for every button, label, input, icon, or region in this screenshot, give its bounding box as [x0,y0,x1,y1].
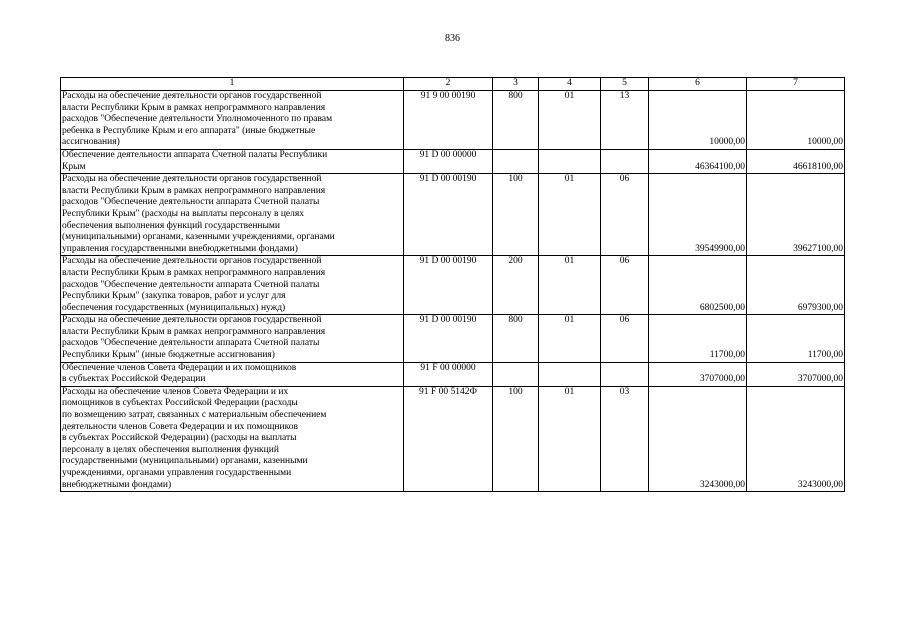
target-article-cell: 91 9 00 00190 [404,91,493,150]
expense-name-line: Расходы на обеспечение деятельности органов государственной [62,315,322,326]
subsection-cell [601,149,649,173]
subsection-cell: 06 [601,174,649,256]
expense-name-line: по возмещению затрат, связанных с материальным обеспечением [62,410,327,421]
expense-name-cell [61,362,404,386]
amount-year1-cell: 11700,00 [649,315,747,362]
page-number: 836 [445,33,460,44]
amount-year2-cell: 39627100,00 [747,174,845,256]
expense-name-line: расходов "Обеспечение деятельности аппарата Счетной палаты [62,197,320,208]
table-row [61,315,845,362]
expense-name-line: (муниципальными) органами, казенными учреждениями, органами [62,232,335,243]
expense-name-line: учреждениями, органами управления государственными [62,468,292,478]
expense-name-line: Республики Крым" (закупка товаров, работ и услуг для [62,291,286,302]
expense-name-line: Республики Крым" (расходы на выплаты персоналу в целях [62,208,304,219]
expense-name-line: расходов "Обеспечение деятельности аппарата Счетной палаты [62,338,320,349]
table-header-row [61,78,845,91]
expense-name-line: помощников в субъектах Российской Федерации (расходы [62,398,298,409]
subsection-cell [601,362,649,386]
target-article-cell: 91 D 00 00190 [404,174,493,256]
header-col-1: 1 [61,78,404,91]
expense-name-cell [61,386,404,491]
section-cell: 01 [539,91,601,150]
expense-name-line: власти Республики Крым в рамках непрограммного направления [62,185,326,196]
expense-name-line: расходов "Обеспечение деятельности аппарата Счетной палаты [62,279,320,290]
amount-year1-cell: 39549900,00 [649,174,747,256]
subsection-cell: 03 [601,386,649,491]
subsection-cell: 06 [601,315,649,362]
section-cell: 01 [539,315,601,362]
amount-year2-cell: 46618100,00 [747,149,845,173]
expense-type-cell: 100 [493,386,539,491]
target-article-cell: 91 F 00 5142Ф [404,386,493,491]
expense-name-line: Обеспечение деятельности аппарата Счетной палаты Республики [62,149,328,160]
table-row [61,362,845,386]
amount-year1-cell: 3707000,00 [649,362,747,386]
table-row [61,91,845,150]
section-cell: 01 [539,386,601,491]
expense-name-line: расходов "Обеспечение деятельности Уполномоченного по правам [62,114,333,125]
amount-year1-cell: 46364100,00 [649,149,747,173]
expense-name-cell [61,315,404,362]
expense-name-cell [61,149,404,173]
header-col-7: 7 [747,78,845,91]
expense-name-line: в субъектах Российской Федерации) (расходы на выплаты [62,433,297,444]
target-article-cell: 91 D 00 00190 [404,315,493,362]
expense-name-cell [61,174,404,256]
expense-name-line: власти Республики Крым в рамках непрограммного направления [62,102,326,113]
expense-name-line: власти Республики Крым в рамках непрограммного направления [62,267,326,278]
header-col-6: 6 [649,78,747,91]
expense-name-line: государственными (муниципальными) органами, казенными [62,456,308,467]
expense-name-line: Республики Крым" (иные бюджетные ассигнования) [62,350,275,361]
expense-type-cell: 100 [493,174,539,256]
amount-year2-cell: 10000,00 [747,91,845,150]
amount-year2-cell: 3707000,00 [747,362,845,386]
expense-name-line: деятельности членов Совета Федерации и их помощников [62,421,298,432]
table-row [61,386,845,491]
table-row [61,256,845,315]
expense-name-line: Расходы на обеспечение членов Совета Федерации и их [62,386,289,397]
header-col-3: 3 [493,78,539,91]
section-cell [539,362,601,386]
expense-name-line: в субъектах Российской Федерации [62,374,206,385]
expense-name-line: Расходы на обеспечение деятельности органов государственной [62,256,322,267]
target-article-cell: 91 F 00 00000 [404,362,493,386]
amount-year1-cell: 6802500,00 [649,256,747,315]
expense-name-line: персоналу в целях обеспечения выполнения функций [62,444,279,455]
target-article-cell: 91 D 00 00190 [404,256,493,315]
header-col-2: 2 [404,78,493,91]
expense-type-cell [493,362,539,386]
expense-name-line: обеспечения государственных (муниципальных) нужд) [62,302,286,313]
expense-type-cell: 800 [493,91,539,150]
expense-name-line: ребенка в Республике Крым и его аппарата" (иные бюджетные [62,125,316,136]
amount-year1-cell: 3243000,00 [649,386,747,491]
expense-name-cell [61,91,404,150]
expense-name-line: Крым [62,161,86,172]
budget-table [60,77,845,492]
subsection-cell: 06 [601,256,649,315]
section-cell [539,149,601,173]
expense-name-line: Обеспечение членов Совета Федерации и их помощников [62,362,297,373]
amount-year1-cell: 10000,00 [649,91,747,150]
subsection-cell: 13 [601,91,649,150]
expense-name-line: власти Республики Крым в рамках непрограммного направления [62,326,326,337]
header-col-5: 5 [601,78,649,91]
expense-type-cell: 200 [493,256,539,315]
expense-name-line: Расходы на обеспечение деятельности органов государственной [62,174,322,185]
section-cell: 01 [539,174,601,256]
amount-year2-cell: 11700,00 [747,315,845,362]
header-col-4: 4 [539,78,601,91]
amount-year2-cell: 6979300,00 [747,256,845,315]
expense-name-line: внебюджетными фондами) [62,479,172,490]
target-article-cell: 91 D 00 00000 [404,149,493,173]
table-row [61,174,845,256]
expense-name-line: управления государственными внебюджетными фондами) [62,243,298,254]
expense-name-line: ассигнования) [62,137,120,148]
expense-type-cell [493,149,539,173]
table-row [61,149,845,173]
expense-type-cell: 800 [493,315,539,362]
expense-name-line: Расходы на обеспечение деятельности органов государственной [62,91,322,101]
expense-name-cell [61,256,404,315]
expense-name-line: обеспечения выполнения функций государственными [62,220,280,231]
section-cell: 01 [539,256,601,315]
amount-year2-cell: 3243000,00 [747,386,845,491]
